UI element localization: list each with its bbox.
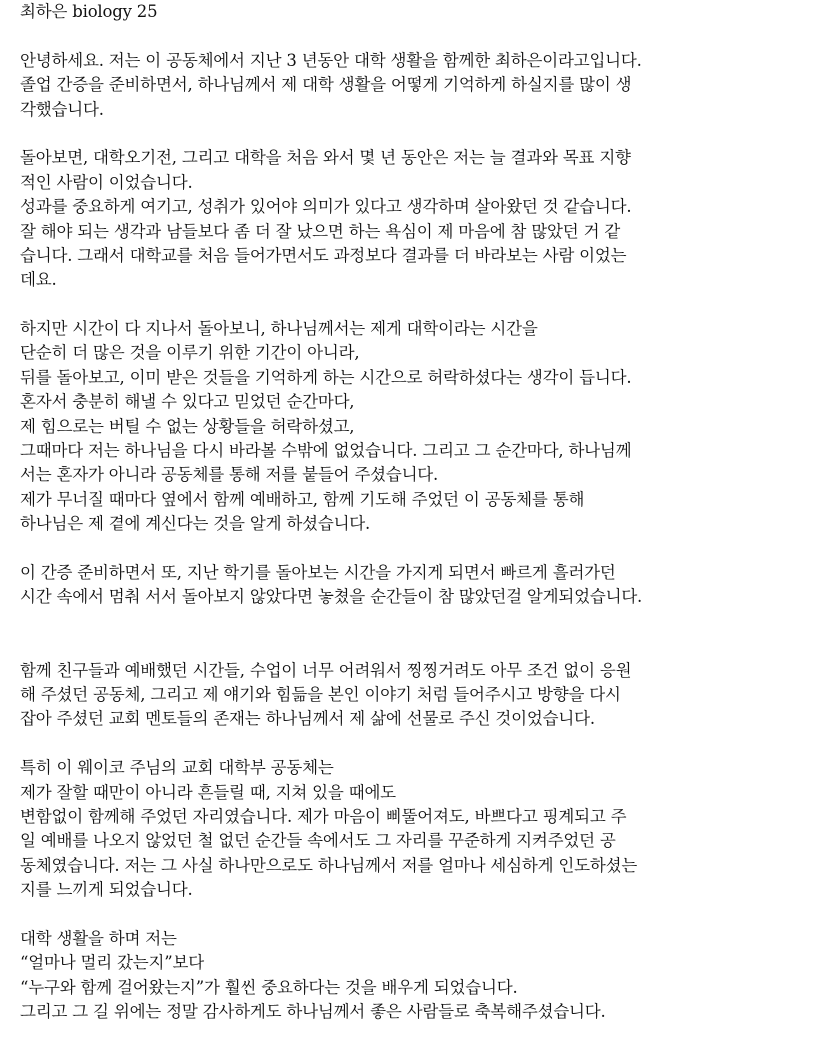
text-line: “얼마나 멀리 갔는지”보다 [20,953,204,973]
text-line: 각했습니다. [20,99,104,119]
text-line: 혼자서 충분히 해낼 수 있다고 믿었던 순간마다, [20,392,355,412]
text-line: 대학 생활을 하며 저는 [20,928,177,948]
text-line: 하나님은 제 곁에 계신다는 것을 알게 하셨습니다. [20,514,371,534]
text-line: 이 간증 준비하면서 또, 지난 학기를 돌아보는 시간을 가지게 되면서 빠르게 흘러가던 [20,562,616,582]
paragraph-church [20,756,820,902]
text-line: “누구와 함께 걸어왔는지”가 훨씬 중요하다는 것을 배우게 되었습니다. [20,977,518,997]
text-line: 그때마다 저는 하나님을 다시 바라볼 수밖에 없었습니다. 그리고 그 순간마다, 하나님께 [20,441,632,461]
text-line: 제 힘으로는 버틸 수 없는 상황들을 허락하셨고, [20,416,355,436]
text-line: 시간 속에서 멈춰 서서 돌아보지 않았다면 놓쳤을 순간들이 참 많았던걸 알게되었습니다. [20,587,643,607]
paragraph-community [20,659,820,732]
text-line: 해 주셨던 공동체, 그리고 제 얘기와 힘듦을 본인 이야기 처럼 들어주시고 방향을 다시 [20,684,621,704]
text-line: 잡아 주셨던 교회 멘토들의 존재는 하나님께서 제 삶에 선물로 주신 것이었습니다. [20,709,595,729]
text-line: 졸업 간증을 준비하면서, 하나님께서 제 대학 생활을 어떻게 기억하게 하실지를 많이 생 [20,75,632,95]
text-line: 지를 느끼게 되었습니다. [20,880,193,900]
paragraph-reflection [20,317,820,537]
text-line: 동체였습니다. 저는 그 사실 하나만으로도 하나님께서 저를 얼마나 세심하게 인도하셨는 [20,855,638,875]
text-line: 특히 이 웨이코 주님의 교회 대학부 공동체는 [20,758,334,778]
text-line: 제가 무너질 때마다 옆에서 함께 예배하고, 함께 기도해 주었던 이 공동체를 통해 [20,489,585,509]
paragraph-intro [20,49,820,122]
text-line: 하지만 시간이 다 지나서 돌아보니, 하나님께서는 제게 대학이라는 시간을 [20,319,538,339]
text-line: 돌아보면, 대학오기전, 그리고 대학을 처음 와서 몇 년 동안은 저는 늘 결과와 목표 지향 [20,148,631,168]
text-line: 함께 친구들과 예배했던 시간들, 수업이 너무 어려워서 찡찡거려도 아무 조건 없이 응원 [20,660,632,680]
text-line: 잘 해야 되는 생각과 남들보다 좀 더 잘 났으면 하는 욕심이 제 마음에 참 많았던 거 같 [20,221,621,241]
text-line: 일 예배를 나오지 않었던 철 없던 순간들 속에서도 그 자리를 꾸준하게 지켜주었던 공 [20,831,616,851]
document-header: 최하은 biology 25 [20,2,158,21]
paragraph-looking-back [20,146,820,292]
text-line: 제가 잘할 때만이 아니라 흔들릴 때, 지쳐 있을 때에도 [20,782,396,802]
text-line: 뒤를 돌아보고, 이미 받은 것들을 기억하게 하는 시간으로 허락하셨다는 생각이 듭니다. [20,367,632,387]
text-line: 적인 사람이 이었습니다. [20,172,193,192]
paragraph-preparation [20,561,820,610]
text-line: 그리고 그 길 위에는 정말 감사하게도 하나님께서 좋은 사람들로 축복해주셨습니다. [20,1002,606,1022]
text-line: 습니다. 그래서 대학교를 처음 들어가면서도 과정보다 결과를 더 바라보는 사람 이었는 [20,245,627,265]
paragraph-conclusion [20,927,820,1025]
document-body [20,0,820,1024]
text-line: 변함없이 함께해 주었던 자리였습니다. 제가 마음이 삐뚤어져도, 바쁘다고 핑계되고 주 [20,806,627,826]
text-line: 서는 혼자가 아니라 공동체를 통해 저를 붙들어 주셨습니다. [20,465,439,485]
text-line: 데요. [20,270,57,290]
text-line: 단순히 더 많은 것을 이루기 위한 기간이 아니라, [20,343,360,363]
text-line: 안녕하세요. 저는 이 공동체에서 지난 3 년동안 대학 생활을 함께한 최하은이라고입니다. [20,50,642,70]
text-line: 성과를 중요하게 여기고, 성취가 있어야 의미가 있다고 생각하며 살아왔던 것 같습니다. [20,197,632,217]
